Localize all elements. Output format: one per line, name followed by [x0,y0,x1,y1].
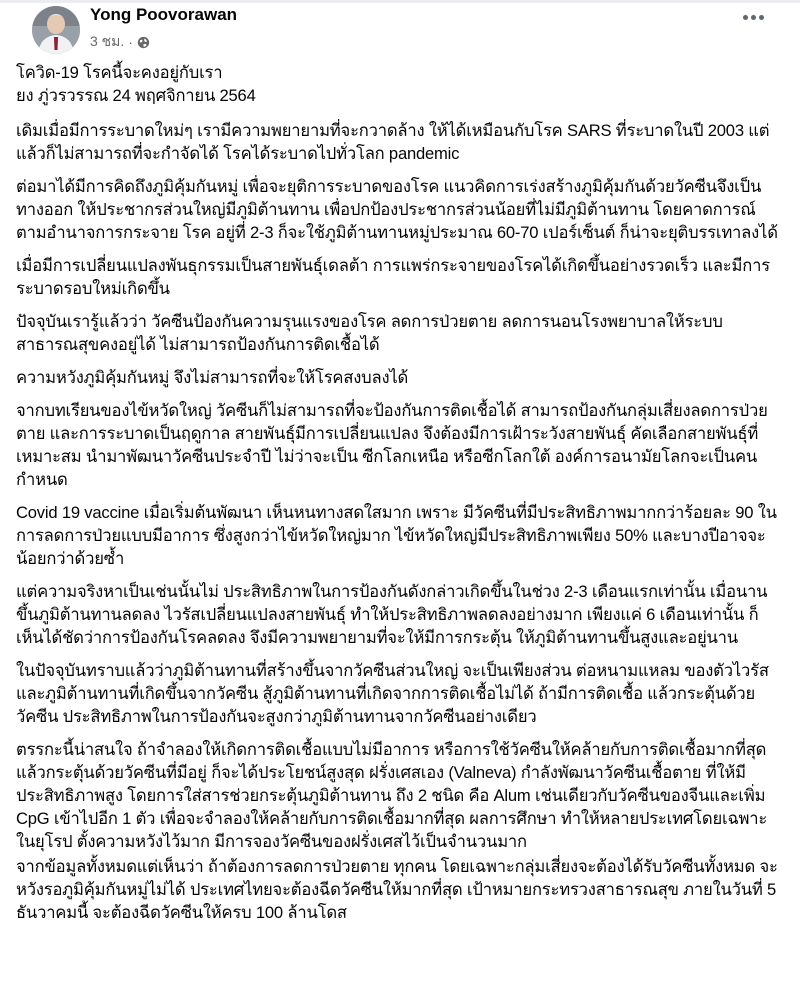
post-byline: ยง ภู่วรวรรณ 24 พฤศจิกายน 2564 [16,86,256,105]
paragraph: ความหวังภูมิคุ้มกันหมู่ จึงไม่สามารถที่จะให้โรคสงบลงได้ [16,368,409,387]
post-timestamp[interactable]: 3 ชม. [90,33,125,49]
post-meta [90,31,150,53]
paragraph: Covid 19 vaccine เมื่อเริ่มต้นพัฒนา เห็นหนทางสดใสมาก เพราะ มีวัคซีนที่มีประสิทธิภาพมากกว่าร้อยละ 90 ในการลดการป่วยแบบมีอาการ ซึ่งสูงกว่าไข้หวัดใหญ่มาก ไข้หวัดใหญ่มีประสิทธิภาพเพียง 50% และบางปีอาจจะน้อยกว่าด้วยซ้ำ [16,503,777,568]
paragraph: แต่ความจริงหาเป็นเช่นนั้นไม่ ประสิทธิภาพในการป้องกันดังกล่าวเกิดขึ้นในช่วง 2-3 เดือนแรกเท่านั้น เมื่อนานขึ้นภูมิต้านทานลดลง ไวรัสเปลี่ยนแปลงสายพันธุ์ ทำให้ประสิทธิภาพลดลงอย่างมาก เพียงแค่ 6 เดือนเท่านั้น ก็เห็นได้ชัดว่าการป้องกันโรคลดลง จึงมีความพยายามที่จะให้มีการกระตุ้น ให้ภูมิต้านทานขึ้นสูงและอยู่นาน [16,582,768,647]
avatar-photo-icon [32,6,80,54]
dot-icon [759,15,764,20]
post-title: โควิด-19 โรคนี้จะคงอยู่กับเรา [16,63,223,82]
paragraph: ตรรกะนี้น่าสนใจ ถ้าจำลองให้เกิดการติดเชื้อแบบไม่มีอาการ หรือการใช้วัคซีนให้คล้ายกับการติดเชื้อมากที่สุด แล้วกระตุ้นด้วยวัคซีนที่มีอยู่ ก็จะได้ประโยชน์สูงสุด ฝรั่งเศสเอง (Valneva) กำลังพัฒนาวัคซีนเชื้อตาย ที่ให้มีประสิทธิภาพสูง โดยการใส่สารช่วยกระตุ้นภูมิต้านทาน ถึง 2 ชนิด คือ Alum เช่นเดียวกับวัคซีนของจีนและเพิ่ม CpG เข้าไปอีก 1 ตัว เพื่อจะจำลองให้คล้ายกับการติดเชื้อมากที่สุด ผลการศึกษา ทำให้หลายประเทศโดยเฉพาะในยุโรป ตั้งความหวังไว้มาก มีการจองวัคซีนของฝรั่งเศสไว้เป็นจำนวนมาก [16,740,768,851]
more-options-button[interactable] [743,15,764,20]
paragraph: ปัจจุบันเรารู้แล้วว่า วัคซีนป้องกันความรุนแรงของโรค ลดการป่วยตาย ลดการนอนโรงพยาบาลให้ระบบสาธารณสุขคงอยู่ได้ ไม่สามารถป้องกันการติดเชื้อได้ [16,312,723,354]
post-body [0,55,800,924]
author-avatar[interactable] [32,6,80,54]
paragraph: เมื่อมีการเปลี่ยนแปลงพันธุกรรมเป็นสายพันธุ์เดลต้า การแพร่กระจายของโรคได้เกิดขึ้นอย่างรวดเร็ว และมีการระบาดรอบใหม่เกิดขึ้น [16,256,770,298]
paragraph: ต่อมาได้มีการคิดถึงภูมิคุ้มกันหมู่ เพื่อจะยุติการระบาดของโรค แนวคิดการเร่งสร้างภูมิคุ้มกันด้วยวัคซีนจึงเป็นทางออก ให้ประชากรส่วนใหญ่มีภูมิต้านทาน เพื่อปกป้องประชากรส่วนน้อยที่ไม่มีภูมิต้านทาน โดยคาดการณ์ตามอำนาจการกระจาย โรค อยู่ที่ 2-3 ก็จะใช้ภูมิต้านทานหมู่ประมาณ 60-70 เปอร์เซ็นต์ ก็น่าจะยุติบรรเทาลงได้ [16,177,778,242]
dot-icon [743,15,748,20]
facebook-post [0,3,800,55]
paragraph: จากบทเรียนของไข้หวัดใหญ่ วัคซีนก็ไม่สามารถที่จะป้องกันการติดเชื้อได้ สามารถป้องกันกลุ่มเสี่ยงลดการป่วยตาย และการระบาดเป็นฤดูกาล สายพันธุ์มีการเปลี่ยนแปลง จึงต้องมีการเฝ้าระวังสายพันธุ์ คัดเลือกสายพันธุ์ที่เหมาะสม นำมาพัฒนาวัคซีนประจำปี ไม่ว่าจะเป็น ซีกโลกเหนือ หรือซีกโลกใต้ องค์การอนามัยโลกจะเป็นคนกำหนด [16,401,768,489]
paragraph: จากข้อมูลทั้งหมดแต่เห็นว่า ถ้าต้องการลดการป่วยตาย ทุกคน โดยเฉพาะกลุ่มเสี่ยงจะต้องได้รับวัคซีนทั้งหมด จะหวังรอภูมิคุ้มกันหมู่ไม่ได้ ประเทศไทยจะต้องฉีดวัคซีนให้มากที่สุด เป้าหมายกระทรวงสาธารณสุข ภายในวันที่ 5 ธันวาคมนี้ จะต้องฉีดวัคซีนให้ครบ 100 ล้านโดส [16,857,778,922]
globe-icon[interactable] [137,36,150,49]
post-header [16,3,784,55]
paragraph: เดิมเมื่อมีการระบาดใหม่ๆ เรามีความพยายามที่จะกวาดล้าง ให้ได้เหมือนกับโรค SARS ที่ระบาดในปี 2003 แต่แล้วก็ไม่สามารถที่จะกำจัดได้ โรคได้ระบาดไปทั่วโลก pandemic [16,121,770,163]
author-name[interactable]: Yong Poovorawan [90,5,238,24]
paragraph: ในปัจจุบันทราบแล้วว่าภูมิต้านทานที่สร้างขึ้นจากวัคซีนส่วนใหญ่ จะเป็นเพียงส่วน ต่อหนามแหลม ของตัวไวรัส และภูมิต้านทานที่เกิดขึ้นจากวัคซีน สู้ภูมิต้านทานที่เกิดจากการติดเชื้อไม่ได้ ถ้ามีการติดเชื้อ แล้วกระตุ้นด้วยวัคซีน ประสิทธิภาพในการป้องกันจะสูงกว่าภูมิต้านทานจากวัคซีนอย่างเดียว [16,661,769,726]
meta-separator: · [128,34,133,50]
dot-icon [751,15,756,20]
